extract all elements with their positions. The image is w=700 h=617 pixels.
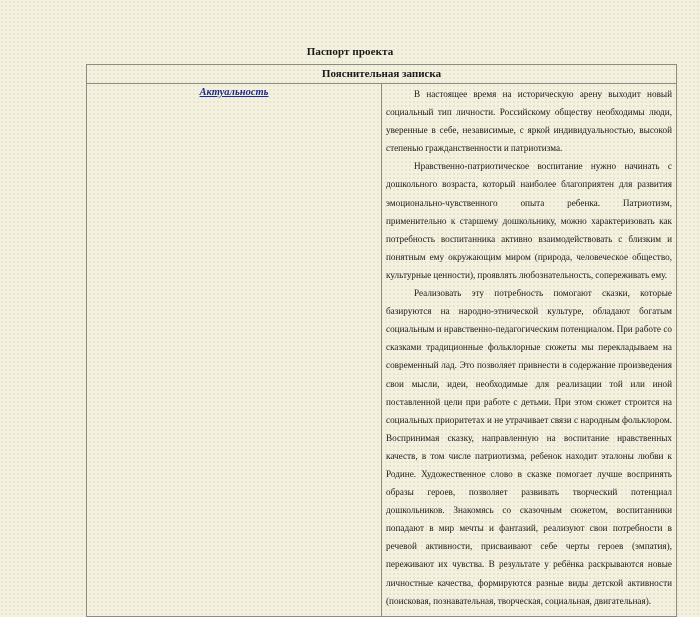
row-content-cell [382, 84, 677, 617]
section-header: Пояснительная записка [87, 65, 677, 84]
project-passport-table [86, 64, 677, 617]
paragraph-2: Нравственно-патриотическое воспитание нужно начинать с дошкольного возраста, который наиболее благоприятен для развития эмоционально-чувственного опыта ребенка. Патриотизм, применительно к старшему дошкольнику, можно характеризовать как потребность воспитанника активно взаимодействовать с близким и понятным ему окружающим миром (природа, человеческое общество, культурные ценности), проявлять любознательность, сопереживать ему. [386, 161, 672, 280]
relevance-row [87, 84, 677, 617]
page-title: Паспорт проекта [306, 46, 394, 58]
paragraph-1: В настоящее время на историческую арену выходит новый социальный тип личности. Российскому обществу необходимы люди, уверенные в себе, независимые, с яркой индивидуальностью, высокой степенью гражданственности и патриотизма. [386, 89, 672, 154]
paragraph-3: Реализовать эту потребность помогают сказки, которые базируются на народно-этнической культуре, обладают богатым социальным и нравственно-педагогическим потенциалом. При работе со сказками традиционные фольклорные сюжеты мы перекладываем на современный лад. Это позволяет привнести в содержание произведения свои мысли, идеи, необходимые для реализации той или иной поставленной цели при работе с детьми. При этом сюжет строится на социальных приоритетах и не утрачивает связи с народным фольклором. Воспринимая сказку, направленную на воспитание нравственных качеств, в том числе патриотизма, ребенок находит эталоны любви к Родине. Художественное слово в сказке помогает лучше воспринять образы героев, позволяет развивать творческий потенциал дошкольников. Знакомясь со сказочным сюжетом, воспитанники попадают в мир мечты и фантазий, реализуют свои потребности в речевой активности, присваивают себе черты героев (эмпатия), переживают их чувства. В результате у ребёнка раскрываются новые личностные качества, формируются разные виды детской активности (поисковая, познавательная, творческая, социальная, двигательная). [386, 288, 672, 606]
relevance-label: Актуальность [199, 87, 269, 98]
row-label-cell [87, 84, 382, 617]
section-header-row [87, 65, 677, 84]
